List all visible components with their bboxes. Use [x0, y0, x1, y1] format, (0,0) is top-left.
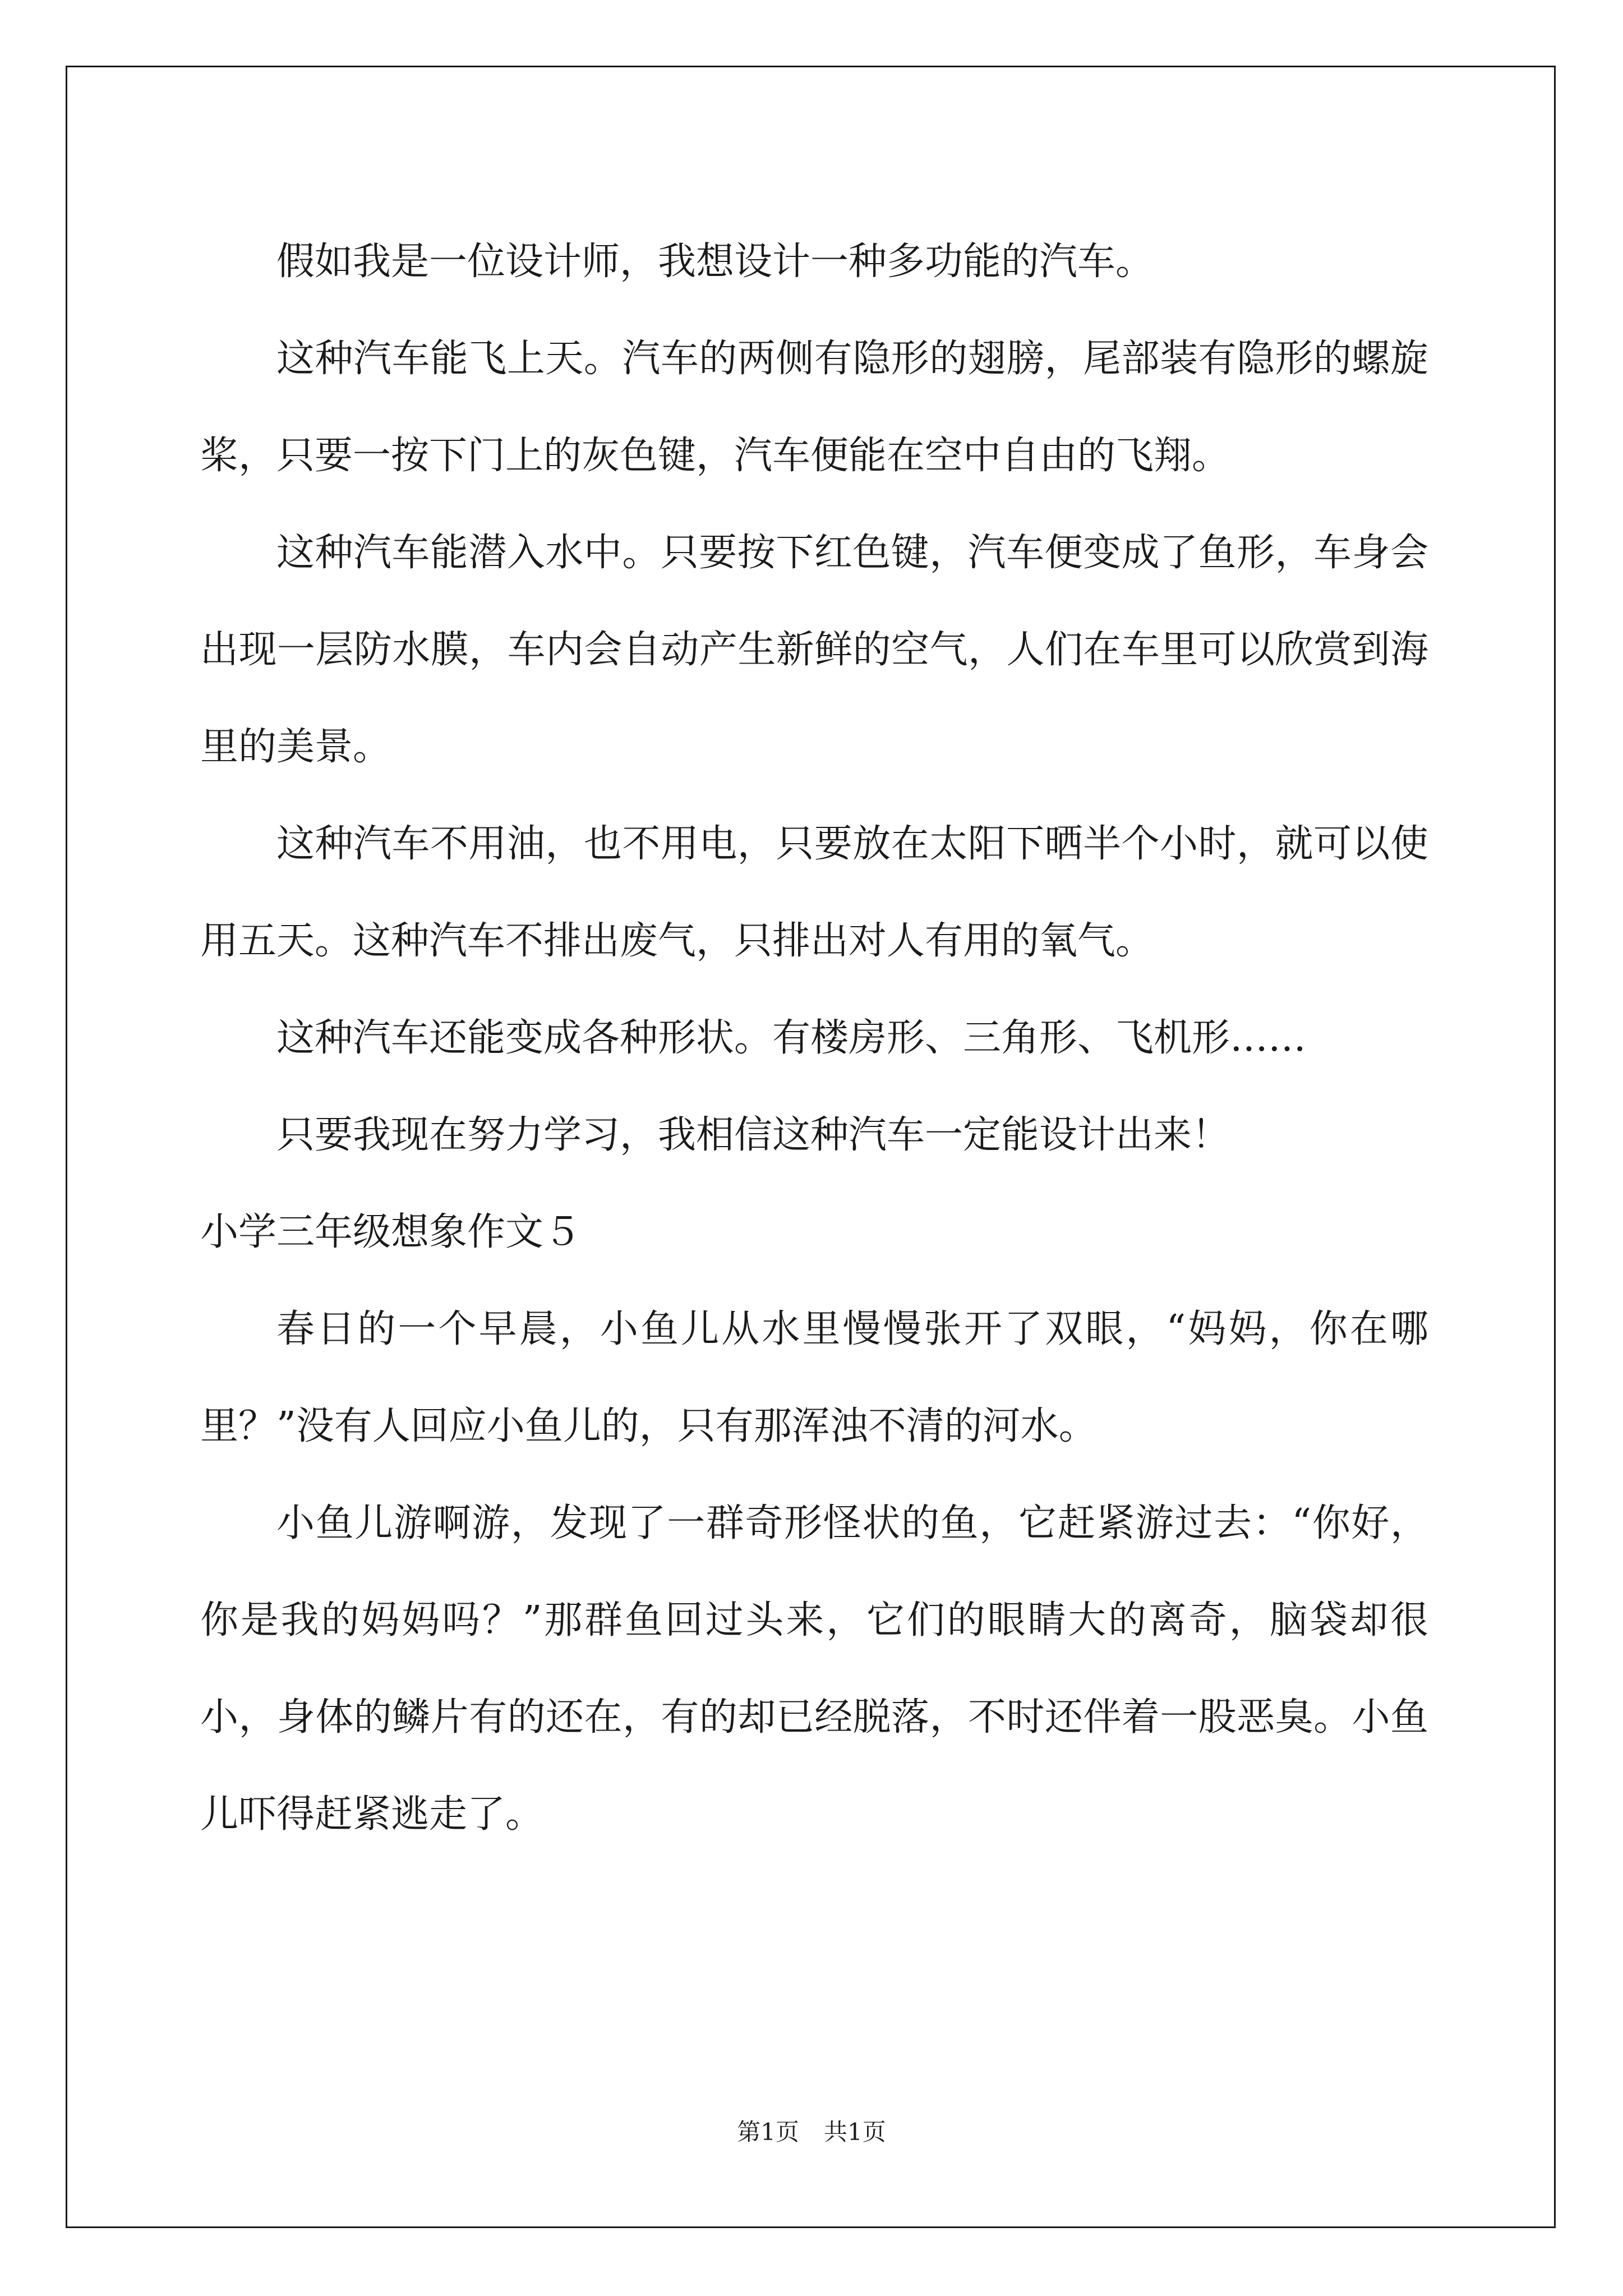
document-body — [200, 213, 1428, 1863]
page-total: 共1页 — [824, 2118, 886, 2146]
paragraph: 这种汽车能潜入水中。只要按下红色键，汽车便变成了鱼形，车身会出现一层防水膜，车内会自动产生新鲜的空气，人们在车里可以欣赏到海里的美景。 — [200, 531, 1428, 769]
paragraph: 假如我是一位设计师，我想设计一种多功能的汽车。 — [276, 240, 1154, 284]
page-footer — [0, 2114, 1623, 2147]
page-number: 第1页 — [737, 2118, 799, 2146]
paragraph: 小鱼儿游啊游，发现了一群奇形怪状的鱼，它赶紧游过去：“你好，你是我的妈妈吗？”那群鱼回过头来，它们的眼睛大的离奇，脑袋却很小，身体的鳞片有的还在，有的却已经脱落，不时还伴着一股恶臭。小鱼儿吓得赶紧逃走了。 — [200, 1501, 1428, 1837]
paragraph: 春日的一个早晨，小鱼儿从水里慢慢张开了双眼，“妈妈，你在哪里？”没有人回应小鱼儿的，只有那浑浊不清的河水。 — [200, 1307, 1428, 1448]
section-heading: 小学三年级想象作文５ — [200, 1210, 582, 1254]
paragraph: 这种汽车能飞上天。汽车的两侧有隐形的翅膀，尾部装有隐形的螺旋桨，只要一按下门上的灰色键，汽车便能在空中自由的飞翔。 — [200, 337, 1428, 478]
paragraph: 这种汽车不用油，也不用电，只要放在太阳下晒半个小时，就可以使用五天。这种汽车不排出废气，只排出对人有用的氧气。 — [200, 822, 1428, 963]
paragraph: 只要我现在努力学习，我相信这种汽车一定能设计出来！ — [276, 1113, 1230, 1157]
paragraph: 这种汽车还能变成各种形状。有楼房形、三角形、飞机形…… — [276, 1016, 1307, 1060]
